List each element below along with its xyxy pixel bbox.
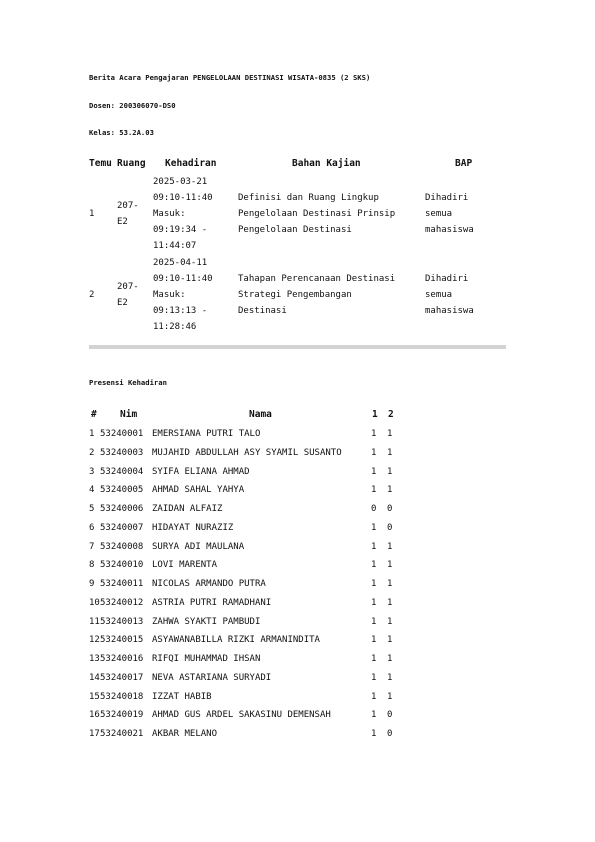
- table-row: [0, 448, 595, 467]
- attendance-session-1: 1: [371, 466, 377, 477]
- session-time: 09:10-11:40: [153, 274, 213, 284]
- attendance-session-1: 0: [371, 504, 377, 514]
- row-number: 14: [89, 672, 100, 683]
- session-time: 09:10-11:40: [153, 193, 213, 203]
- table-row: [0, 729, 595, 748]
- row-number: 2: [89, 447, 95, 458]
- session-topic: Pengelolaan Destinasi Prinsip: [238, 209, 396, 219]
- student-name: HIDAYAT NURAZIZ: [152, 522, 234, 533]
- session-topic: Destinasi: [238, 306, 287, 316]
- attendance-session-1: 1: [371, 447, 377, 458]
- row-number: 15: [89, 691, 100, 702]
- attendance-session-2: 0: [387, 504, 393, 514]
- attendance-session-2: 1: [387, 654, 393, 664]
- table-row: [0, 579, 595, 598]
- attendance-session-2: 1: [387, 429, 393, 439]
- col-header-bap: BAP: [455, 158, 473, 169]
- attendance-session-2: 0: [387, 710, 393, 721]
- student-nim: 53240010: [100, 560, 144, 571]
- att-header-no: #: [91, 409, 97, 420]
- session-time: 11:44:07: [153, 241, 197, 251]
- attendance-session-2: 0: [387, 729, 393, 739]
- session-room: E2: [117, 217, 128, 227]
- attendance-session-2: 1: [387, 691, 393, 702]
- student-name: ZAIDAN ALFAIZ: [152, 504, 223, 514]
- col-header-temu: Temu: [89, 158, 112, 169]
- attendance-session-1: 1: [371, 654, 377, 664]
- attendance-session-2: 1: [387, 560, 393, 571]
- student-nim: 53240016: [100, 654, 144, 664]
- row-number: 8: [89, 560, 95, 571]
- row-number: 5: [89, 504, 95, 514]
- document-title: Berita Acara Pengajaran PENGELOLAAN DESTINASI WISATA-0835 (2 SKS): [89, 73, 371, 82]
- session-topic: Definisi dan Ruang Lingkup: [238, 193, 379, 203]
- session-bap: Dihadiri: [425, 274, 469, 284]
- attendance-session-1: 1: [371, 691, 377, 702]
- student-nim: 53240001: [100, 429, 144, 439]
- student-nim: 53240018: [100, 691, 144, 702]
- table-row: [0, 617, 595, 636]
- row-number: 12: [89, 635, 100, 646]
- student-nim: 53240017: [100, 672, 144, 683]
- student-nim: 53240015: [100, 635, 144, 646]
- row-number: 9: [89, 579, 95, 589]
- table-row: [0, 598, 595, 617]
- session-topic: Tahapan Perencanaan Destinasi: [238, 274, 396, 284]
- session-time: 09:13:13 -: [153, 306, 208, 316]
- row-number: 17: [89, 729, 100, 739]
- attendance-session-1: 1: [371, 635, 377, 646]
- student-name: ZAHWA SYAKTI PAMBUDI: [152, 616, 261, 627]
- attendance-session-1: 1: [371, 579, 377, 589]
- attendance-session-2: 1: [387, 447, 393, 458]
- attendance-session-2: 1: [387, 635, 393, 646]
- student-nim: 53240013: [100, 616, 144, 627]
- session-bap: semua: [425, 209, 453, 219]
- student-name: SURYA ADI MAULANA: [152, 541, 245, 552]
- student-name: ASTRIA PUTRI RAMADHANI: [152, 597, 272, 608]
- table-row: [0, 523, 595, 542]
- session-time: 09:19:34 -: [153, 225, 208, 235]
- table-row: [0, 485, 595, 504]
- student-nim: 53240011: [100, 579, 144, 589]
- student-name: ASYAWANABILLA RIZKI ARMANINDITA: [152, 635, 320, 646]
- attendance-session-1: 1: [371, 597, 377, 608]
- session-room: 207-: [117, 282, 139, 292]
- attendance-session-1: 1: [371, 672, 377, 683]
- attendance-session-2: 1: [387, 541, 393, 552]
- row-number: 6: [89, 522, 95, 533]
- student-name: RIFQI MUHAMMAD IHSAN: [152, 654, 261, 664]
- row-number: 1: [89, 429, 95, 439]
- attendance-session-1: 1: [371, 560, 377, 571]
- student-name: LOVI MARENTA: [152, 560, 218, 571]
- session-time: Masuk:: [153, 290, 186, 300]
- attendance-session-2: 1: [387, 597, 393, 608]
- att-header-sesi-1: 1: [372, 409, 378, 420]
- col-header-kehadiran: Kehadiran: [165, 158, 217, 169]
- session-room: 207-: [117, 201, 139, 211]
- session-number: 1: [89, 209, 95, 219]
- student-nim: 53240007: [100, 522, 144, 533]
- attendance-session-2: 1: [387, 579, 393, 589]
- session-number: 2: [89, 290, 95, 300]
- student-name: AHMAD GUS ARDEL SAKASINU DEMENSAH: [152, 710, 331, 721]
- attendance-session-1: 1: [371, 710, 377, 721]
- student-name: MUJAHID ABDULLAH ASY SYAMIL SUSANTO: [152, 447, 342, 458]
- attendance-session-1: 1: [371, 429, 377, 439]
- attendance-session-2: 1: [387, 616, 393, 627]
- student-nim: 53240021: [100, 729, 144, 739]
- session-time: 2025-03-21: [153, 177, 208, 187]
- student-nim: 53240008: [100, 541, 144, 552]
- attendance-session-2: 1: [387, 672, 393, 683]
- row-number: 10: [89, 597, 100, 608]
- table-row: [0, 692, 595, 711]
- col-header-bahan: Bahan Kajian: [292, 158, 361, 169]
- student-name: AHMAD SAHAL YAHYA: [152, 485, 245, 496]
- student-name: AKBAR MELANO: [152, 729, 218, 739]
- student-nim: 53240004: [100, 466, 144, 477]
- row-number: 3: [89, 466, 95, 477]
- student-name: NICOLAS ARMANDO PUTRA: [152, 579, 266, 589]
- session-time: 2025-04-11: [153, 258, 208, 268]
- attendance-session-2: 1: [387, 485, 393, 496]
- attendance-session-2: 1: [387, 466, 393, 477]
- attendance-session-1: 1: [371, 485, 377, 496]
- student-nim: 53240019: [100, 710, 144, 721]
- table-row: [0, 710, 595, 729]
- table-row: [0, 467, 595, 486]
- session-topic: Strategi Pengembangan: [238, 290, 352, 300]
- student-name: SYIFA ELIANA AHMAD: [152, 466, 250, 477]
- col-header-ruang: Ruang: [117, 158, 146, 169]
- row-number: 16: [89, 710, 100, 721]
- student-name: NEVA ASTARIANA SURYADI: [152, 672, 272, 683]
- attendance-session-1: 1: [371, 616, 377, 627]
- table-row: [0, 429, 595, 448]
- attendance-session-2: 0: [387, 522, 393, 533]
- dosen-line: Dosen: 200306070-DS0: [89, 101, 176, 110]
- session-room: E2: [117, 298, 128, 308]
- session-time: 11:28:46: [153, 322, 197, 332]
- student-nim: 53240006: [100, 504, 144, 514]
- session-bap: Dihadiri: [425, 193, 469, 203]
- kelas-line: Kelas: 53.2A.03: [89, 128, 154, 137]
- presensi-title: Presensi Kehadiran: [89, 378, 167, 387]
- student-nim: 53240003: [100, 447, 144, 458]
- student-nim: 53240012: [100, 597, 144, 608]
- session-bap: semua: [425, 290, 453, 300]
- att-header-nama: Nama: [249, 409, 272, 420]
- attendance-session-1: 1: [371, 522, 377, 533]
- session-bap: mahasiswa: [425, 225, 474, 235]
- att-header-nim: Nim: [120, 409, 138, 420]
- row-number: 13: [89, 654, 100, 664]
- row-number: 11: [89, 616, 100, 627]
- student-name: IZZAT HABIB: [152, 691, 212, 702]
- row-number: 4: [89, 485, 95, 496]
- section-divider: [89, 345, 506, 349]
- session-time: Masuk:: [153, 209, 186, 219]
- table-row: [0, 560, 595, 579]
- row-number: 7: [89, 541, 95, 552]
- student-name: EMERSIANA PUTRI TALO: [152, 429, 261, 439]
- session-bap: mahasiswa: [425, 306, 474, 316]
- attendance-session-1: 1: [371, 729, 377, 739]
- table-row: [0, 504, 595, 523]
- attendance-session-1: 1: [371, 541, 377, 552]
- table-row: [0, 654, 595, 673]
- session-topic: Pengelolaan Destinasi: [238, 225, 352, 235]
- student-nim: 53240005: [100, 485, 144, 496]
- table-row: [0, 542, 595, 561]
- table-row: [0, 673, 595, 692]
- table-row: [0, 635, 595, 654]
- att-header-sesi-2: 2: [388, 409, 394, 420]
